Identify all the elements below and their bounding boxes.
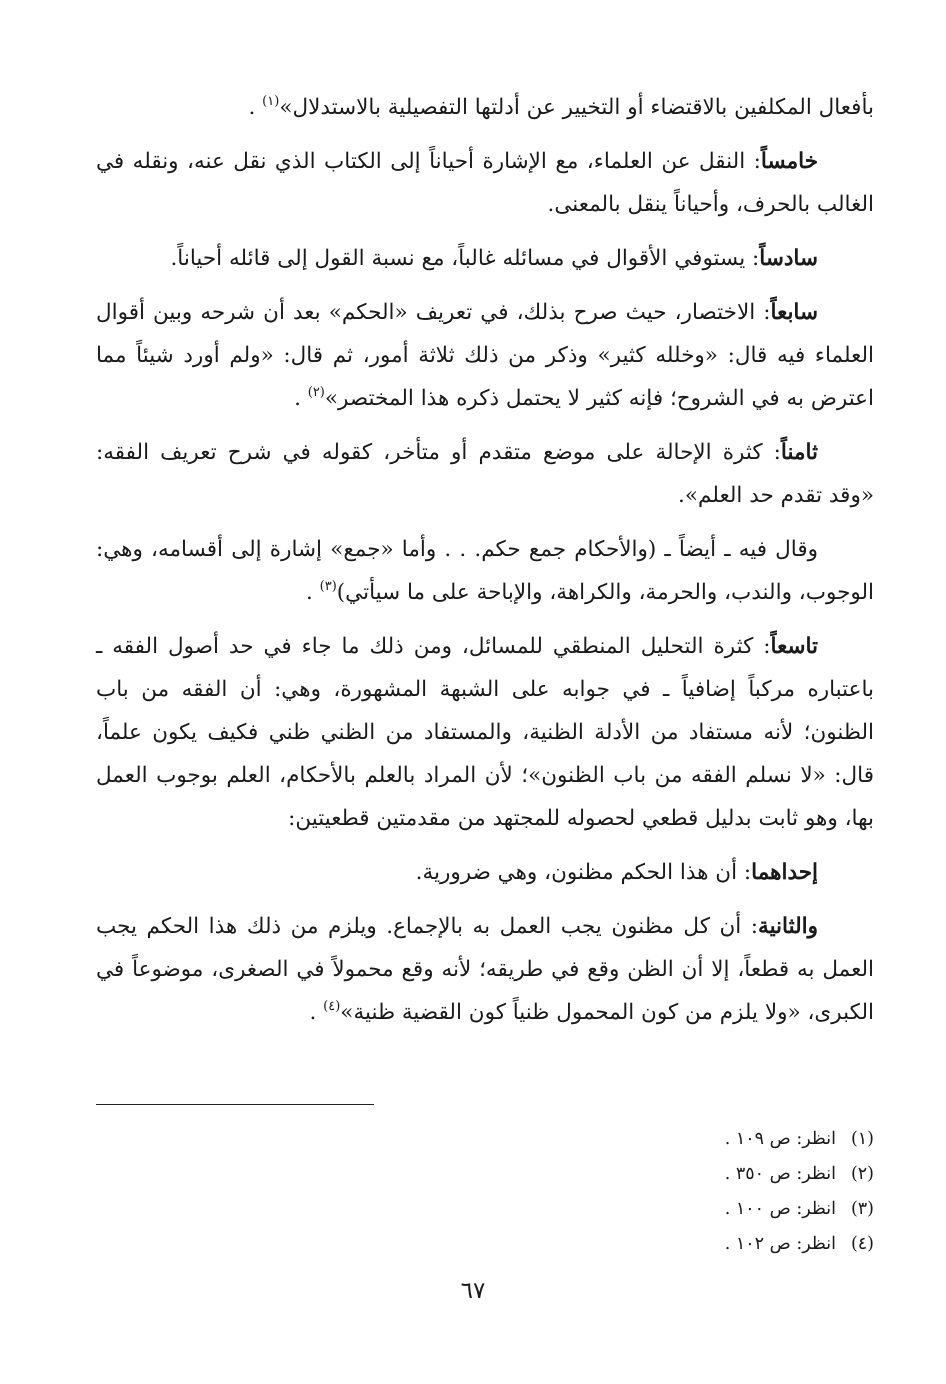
paragraph-eighth: [96, 431, 874, 517]
footnote-text: انظر: ص ١٠٢ .: [724, 1234, 836, 1254]
footnote-number: (٤): [850, 1234, 874, 1254]
paragraph-seventh: [96, 291, 874, 420]
footnote-ref-3: (٣): [319, 579, 337, 594]
paragraph-text: : أن هذا الحكم مظنون، وهي ضرورية.: [415, 860, 752, 885]
footnote-number: (٢): [850, 1164, 874, 1184]
paragraph-continuation: [96, 86, 874, 129]
paragraph-text: وقال فيه ـ أيضاً ـ (والأحكام جمع حكم. . . وأما «جمع» إشارة إلى أقسامه، وهي: الوجوب، والندب، والحرمة، والكراهة، والإباحة على ما سيأتي): [96, 537, 874, 605]
footnote-ref-1: (١): [262, 94, 280, 109]
footnote-text: انظر: ص ١٠٩ .: [724, 1129, 836, 1149]
footnote-item: [96, 1122, 874, 1157]
paragraph-premise-two: [96, 905, 874, 1034]
footnote-text: انظر: ص ١٠٠ .: [724, 1199, 836, 1219]
paragraph-ninth: [96, 625, 874, 840]
footnote-separator: [96, 1104, 374, 1105]
paragraph-text: : النقل عن العلماء، مع الإشارة أحياناً إلى الكتاب الذي نقل عنه، ونقله في الغالب بالحرف، وأحياناً ينقل بالمعنى.: [96, 149, 874, 217]
paragraph-eighth-continued: [96, 528, 874, 614]
paragraph-lead: خامساً: [760, 149, 818, 174]
page-number: ٦٧: [460, 1278, 486, 1304]
paragraph-tail: .: [309, 1000, 324, 1025]
paragraph-fifth: [96, 140, 874, 226]
footnote-text: انظر: ص ٣٥٠ .: [724, 1164, 836, 1184]
paragraph-text: : كثرة التحليل المنطقي للمسائل، ومن ذلك ما جاء في حد أصول الفقه ـ باعتباره مركباً إضافياً ـ في جوابه على الشبهة المشهورة، وهي: أن الفقه من باب الظنون؛ لأنه مستفاد من الأدلة الظنية، والمستفاد من الظني ظني فكيف يكون علماً، قال: «لا نسلم الفقه من باب الظنون»؛ لأن المراد بالعلم بالأحكام، العلم بوجوب العمل بها، وهو ثابت بدليل قطعي لحصوله للمجتهد من مقدمتين قطعيتين:: [96, 634, 874, 831]
paragraph-text: : كثرة الإحالة على موضع متقدم أو متأخر، كقوله في شرح تعريف الفقه: «وقد تقدم حد العلم».: [96, 440, 874, 508]
footnote-item: [96, 1227, 874, 1262]
paragraph-text: : أن كل مظنون يجب العمل به بالإجماع. ويلزم من ذلك هذا الحكم يجب العمل به قطعاً، إلا أن الظن وقع في طريقه؛ لأنه وقع محمولاً في الصغرى، موضوعاً في الكبرى، «ولا يلزم من كون المحمول ظنياً كون القضية ظنية»: [96, 914, 874, 1025]
paragraph-tail: .: [248, 95, 263, 120]
paragraph-tail: .: [294, 386, 308, 411]
paragraph-lead: والثانية: [758, 914, 818, 939]
paragraph-tail: .: [305, 580, 320, 605]
footnotes: [96, 1122, 874, 1262]
footnote-number: (٣): [850, 1199, 874, 1219]
paragraph-lead: تاسعاً: [770, 634, 818, 659]
footnote-item: [96, 1157, 874, 1192]
paragraph-text: : الاختصار، حيث صرح بذلك، في تعريف «الحكم» بعد أن شرحه وبين أقوال العلماء فيه قال: «وخلله كثير» وذكر من ذلك ثلاثة أمور، ثم قال: «ولم أورد شيئاً مما اعترض به في الشروح؛ فإنه كثير لا يحتمل ذكره هذا المختصر»: [96, 300, 874, 411]
paragraph-sixth: [96, 237, 874, 280]
paragraph-lead: سادساً: [759, 246, 818, 271]
paragraph-premise-one: [96, 851, 874, 894]
paragraph-text: : يستوفي الأقوال في مسائله غالباً، مع نسبة القول إلى قائله أحياناً.: [170, 246, 760, 271]
paragraph-lead: إحداهما: [751, 860, 818, 885]
page-body: [96, 86, 874, 1045]
footnote-ref-4: (٤): [323, 999, 341, 1014]
footnote-ref-2: (٢): [307, 385, 325, 400]
footnote-item: [96, 1192, 874, 1227]
paragraph-text: بأفعال المكلفين بالاقتضاء أو التخيير عن أدلتها التفصيلية بالاستدلال»: [279, 95, 874, 120]
paragraph-lead: ثامناً: [780, 440, 818, 465]
paragraph-lead: سابعاً: [770, 300, 818, 325]
footnote-number: (١): [850, 1129, 874, 1149]
